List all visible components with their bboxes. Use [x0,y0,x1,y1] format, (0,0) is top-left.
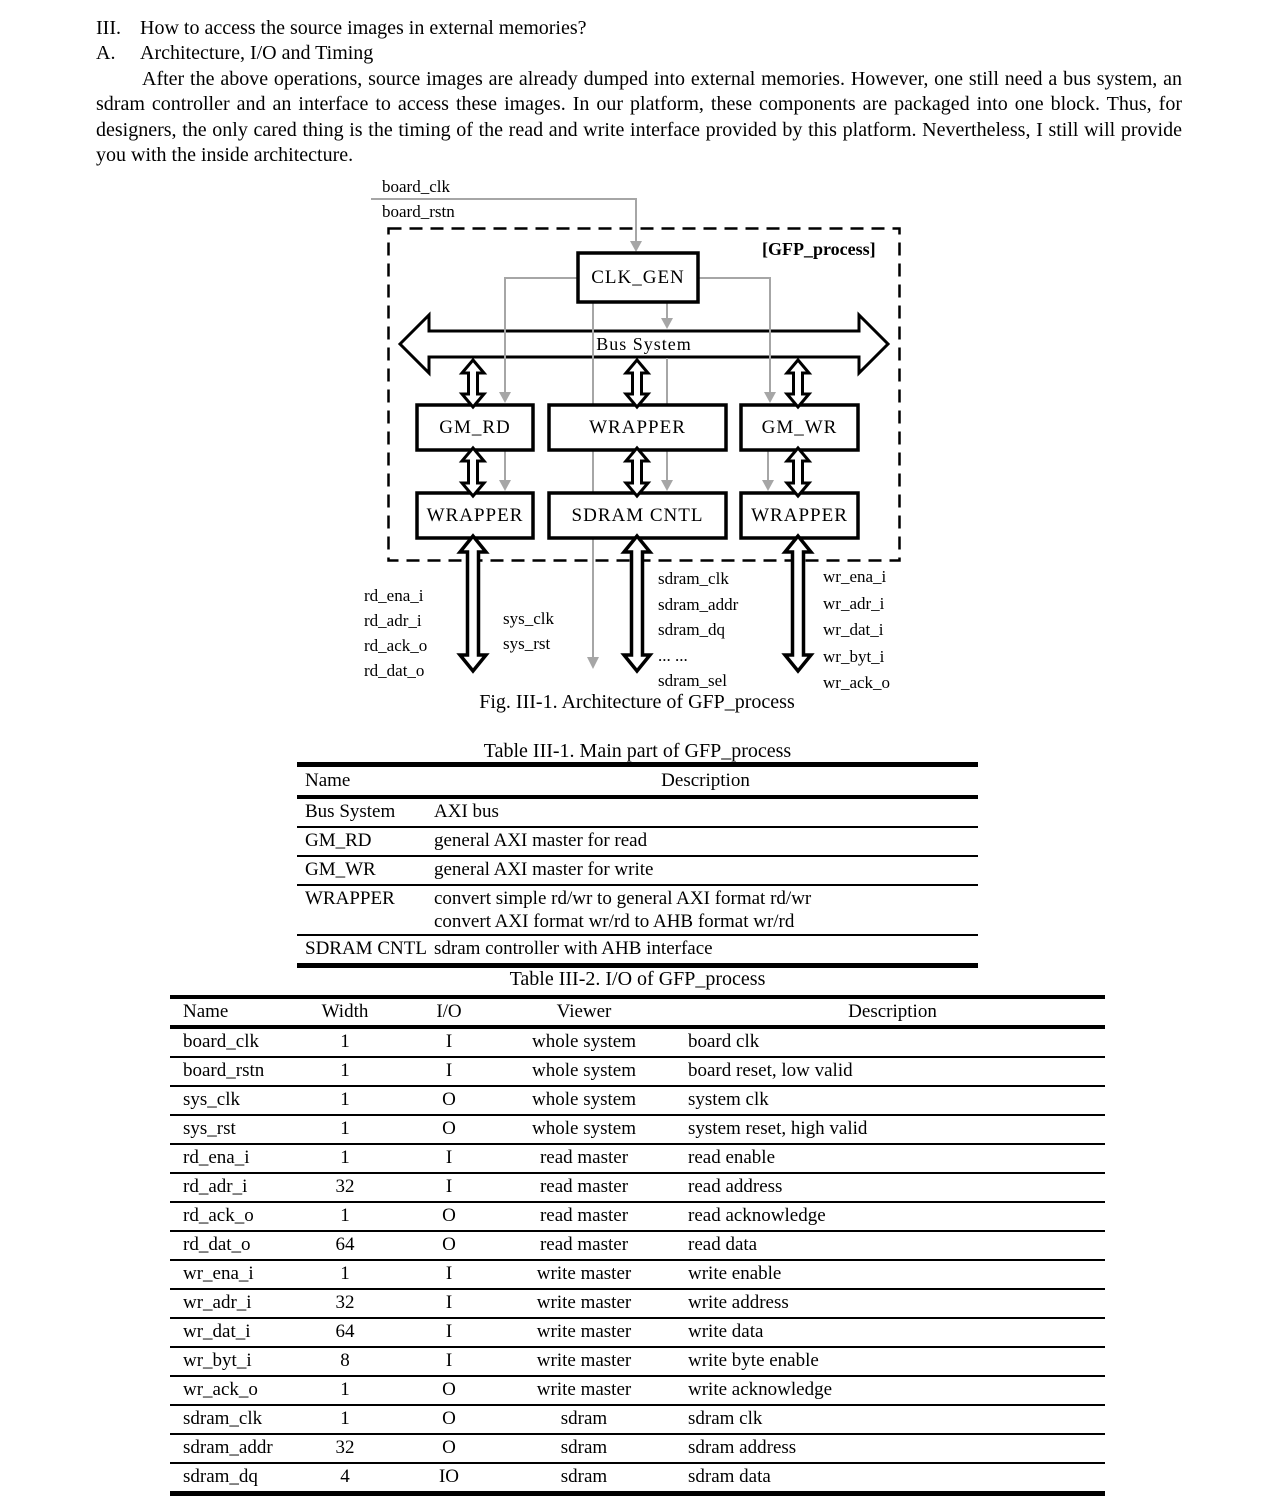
signal-label: rd_ack_o [364,636,428,655]
signal-label: sys_clk [503,609,554,628]
table-cell: SDRAM CNTL [305,938,427,959]
table-row [170,1027,1105,1057]
table-cell: sdram_dq [183,1466,258,1487]
table-cell: 1 [280,1057,410,1086]
table-cell: O [410,1086,488,1115]
double-arrow [626,360,648,407]
table-cell: O [410,1434,488,1463]
column-header: Name [170,997,280,1027]
table2-title: Table III-2. I/O of GFP_process [509,968,766,990]
table-cell: I [410,1289,488,1318]
table-cell: sdram address [680,1434,1105,1463]
table-cell: 1 [280,1405,410,1434]
table-cell: Bus System [297,797,433,827]
table-cell: I [410,1173,488,1202]
table-cell: wr_ack_o [170,1376,280,1405]
signal-label: sys_rst [503,634,551,653]
signal-label: rd_ena_i [364,586,424,605]
table-row [170,1231,1105,1260]
table-cell: sdram clk [680,1405,1105,1434]
table-cell: write master [488,1376,680,1405]
write-signal-labels [823,564,890,697]
signal-label: sdram_dq [658,620,726,639]
signal-label: ... ... [658,645,688,665]
table-cell: read enable [680,1144,1105,1173]
table-cell: AXI bus [433,797,978,827]
table-row [297,856,978,885]
bus-system-label: Bus System [596,333,692,354]
table-cell: read master [488,1144,680,1173]
table-cell: read address [680,1173,1105,1202]
table-cell: whole system [488,1115,680,1144]
table-cell: write master [488,1347,680,1376]
table-cell: sdram data [688,1466,771,1487]
table-cell: 64 [280,1318,410,1347]
signal-label: sdram_clk [658,569,729,588]
table-cell: read master [488,1202,680,1231]
wrapper-right-label: WRAPPER [751,504,848,526]
double-arrow [462,360,484,407]
table-cell: read master [488,1231,680,1260]
double-arrow [462,448,484,496]
table-row [170,1260,1105,1289]
table-cell: O [410,1202,488,1231]
table-cell: 32 [280,1434,410,1463]
table-row [170,1347,1105,1376]
double-arrow [785,536,811,671]
column-header: Description [433,765,978,798]
table-cell: GM_WR [297,856,433,885]
section-title: How to access the source images in external memories? [140,17,587,39]
table-cell: write address [680,1289,1105,1318]
gm-rd-label: GM_RD [439,416,511,438]
table-row [170,1144,1105,1173]
table-row [170,1463,1105,1494]
table-cell: wr_ena_i [170,1260,280,1289]
table-cell: 1 [280,1202,410,1231]
table-cell: general AXI master for read [433,827,978,856]
table-cell: write master [488,1260,680,1289]
table-cell: 32 [280,1173,410,1202]
column-header: Description [680,997,1105,1027]
table-row [170,1086,1105,1115]
table-cell: wr_byt_i [170,1347,280,1376]
table-cell: I [410,1144,488,1173]
table-row [170,1115,1105,1144]
table-cell: 1 [280,1027,410,1057]
table-header-row [297,765,978,798]
table-cell: rd_ena_i [170,1144,280,1173]
table-cell: write data [680,1318,1105,1347]
table-cell: GM_RD [297,827,433,856]
table-cell: board_rstn [170,1057,280,1086]
double-arrow [787,360,809,407]
table-cell: O [410,1376,488,1405]
table-cell: whole system [488,1086,680,1115]
table-cell: write master [488,1289,680,1318]
table-cell: write master [488,1318,680,1347]
arrowhead-icon [661,318,673,329]
text-block [96,16,1182,168]
column-header: Viewer [488,997,680,1027]
table-cell: O [410,1405,488,1434]
arrowhead-icon [587,657,599,669]
table-cell: 1 [280,1086,410,1115]
table-cell: wr_dat_i [170,1318,280,1347]
double-arrow [787,448,809,496]
table-cell: 4 [340,1466,350,1487]
section-number: III. [96,17,121,39]
table-cell: board_clk [170,1027,280,1057]
table-row [170,1376,1105,1405]
table-row [297,885,978,935]
table-row [170,1173,1105,1202]
table-cell: rd_dat_o [170,1231,280,1260]
signal-label: wr_ack_o [823,673,891,692]
signal-label: sdram_addr [658,594,739,614]
gm-wr-label: GM_WR [761,416,838,438]
table-cell: WRAPPER [297,885,433,935]
arrowhead-icon [630,241,642,252]
table-cell: whole system [488,1027,680,1057]
table-cell: I [410,1027,488,1057]
table-cell: sdram_addr [170,1434,280,1463]
board-rstn-label: board_rstn [382,202,455,221]
wrapper-left-label: WRAPPER [426,504,524,526]
table-cell: sys_rst [170,1115,280,1144]
subsection-title: Architecture, I/O and Timing [140,42,374,65]
arrowhead-icon [661,480,673,491]
signal-label: wr_adr_i [823,593,885,613]
table-cell: 8 [280,1347,410,1376]
table-cell: rd_adr_i [170,1173,280,1202]
table-cell: I [410,1318,488,1347]
table-cell: rd_ack_o [170,1202,280,1231]
table-header-row [170,997,1105,1027]
table-cell: write enable [680,1260,1105,1289]
table-cell: sdram [560,1466,608,1487]
table-cell: O [410,1115,488,1144]
sys-signal-labels [503,606,554,656]
table-cell: read acknowledge [680,1202,1105,1231]
table-cell: 1 [280,1115,410,1144]
table-cell: system reset, high valid [680,1115,1105,1144]
table-cell: wr_adr_i [170,1289,280,1318]
table-cell: general AXI master for write [433,856,978,885]
column-header: I/O [410,997,488,1027]
body-paragraph: After the above operations, source images are already dumped into external memories. However, one still need a bus system, an sdram controller and an interface to access these images. In our platform, these components are packaged into one block. Thus, for designers, the only cared thing is the timing of the read and write interface provided by this platform. Nevertheless, I still will provide you with the inside architecture. [96,67,1182,167]
table-row [170,1289,1105,1318]
board-clk-label: board_clk [382,177,450,196]
table-cell: I [410,1057,488,1086]
table-row [297,935,978,966]
signal-label: wr_dat_i [823,620,884,639]
table-cell: read data [680,1231,1105,1260]
read-signal-labels [364,583,427,683]
signal-label: rd_adr_i [364,611,422,630]
subsection-heading [96,41,1182,66]
sdram-cntl-label: SDRAM CNTL [571,504,704,526]
table-io [170,995,1105,1496]
table-cell: sdram [488,1434,680,1463]
table-cell: convert simple rd/wr to general AXI format rd/wr convert AXI format wr/rd to AHB format wr/rd [433,885,978,935]
table-row [297,827,978,856]
double-arrow [624,536,650,671]
signal-label: sdram_sel [658,671,727,690]
double-arrow [460,536,486,671]
table-cell: system clk [680,1086,1105,1115]
gfp-process-label: [GFP_process] [762,239,876,259]
arrowhead-icon [764,392,776,403]
clk-gen-label: CLK_GEN [591,266,685,288]
table-cell: 32 [280,1289,410,1318]
table1-title: Table III-1. Main part of GFP_process [483,740,792,762]
table-cell: I [410,1260,488,1289]
table-row [170,1434,1105,1463]
table-cell: whole system [488,1057,680,1086]
table-cell: sdram controller with AHB interface [434,938,713,959]
table-cell: board clk [680,1027,1105,1057]
signal-label: rd_dat_o [364,661,425,680]
table-cell: 1 [280,1376,410,1405]
table-row [170,1318,1105,1347]
section-heading [96,16,1182,41]
table-cell: write acknowledge [680,1376,1105,1405]
table-cell: IO [438,1466,460,1487]
table-cell: sdram_clk [170,1405,280,1434]
table-cell: sys_clk [170,1086,280,1115]
column-header: Name [297,765,433,798]
table-cell: read master [488,1173,680,1202]
table-cell: O [410,1231,488,1260]
sdram-signal-labels [658,566,738,694]
arrowhead-icon [499,480,511,491]
table-row [170,1057,1105,1086]
table-main-part [297,762,978,968]
table-cell: write byte enable [680,1347,1105,1376]
table-cell: board reset, low valid [680,1057,1105,1086]
table-cell: I [410,1347,488,1376]
table-cell: 64 [280,1231,410,1260]
arrowhead-icon [762,480,774,491]
table-row [170,1405,1105,1434]
table-cell: 1 [280,1144,410,1173]
table-row [297,797,978,827]
figure-caption: Fig. III-1. Architecture of GFP_process [479,691,795,713]
arrowhead-icon [499,392,511,403]
double-arrow [626,448,648,496]
signal-label: wr_byt_i [823,646,885,666]
table-row [170,1202,1105,1231]
signal-label: wr_ena_i [823,567,887,586]
subsection-number: A. [96,42,116,65]
table-cell: sdram [488,1405,680,1434]
wrapper-top-label: WRAPPER [589,416,686,438]
column-header: Width [280,997,410,1027]
table-cell: 1 [280,1260,410,1289]
